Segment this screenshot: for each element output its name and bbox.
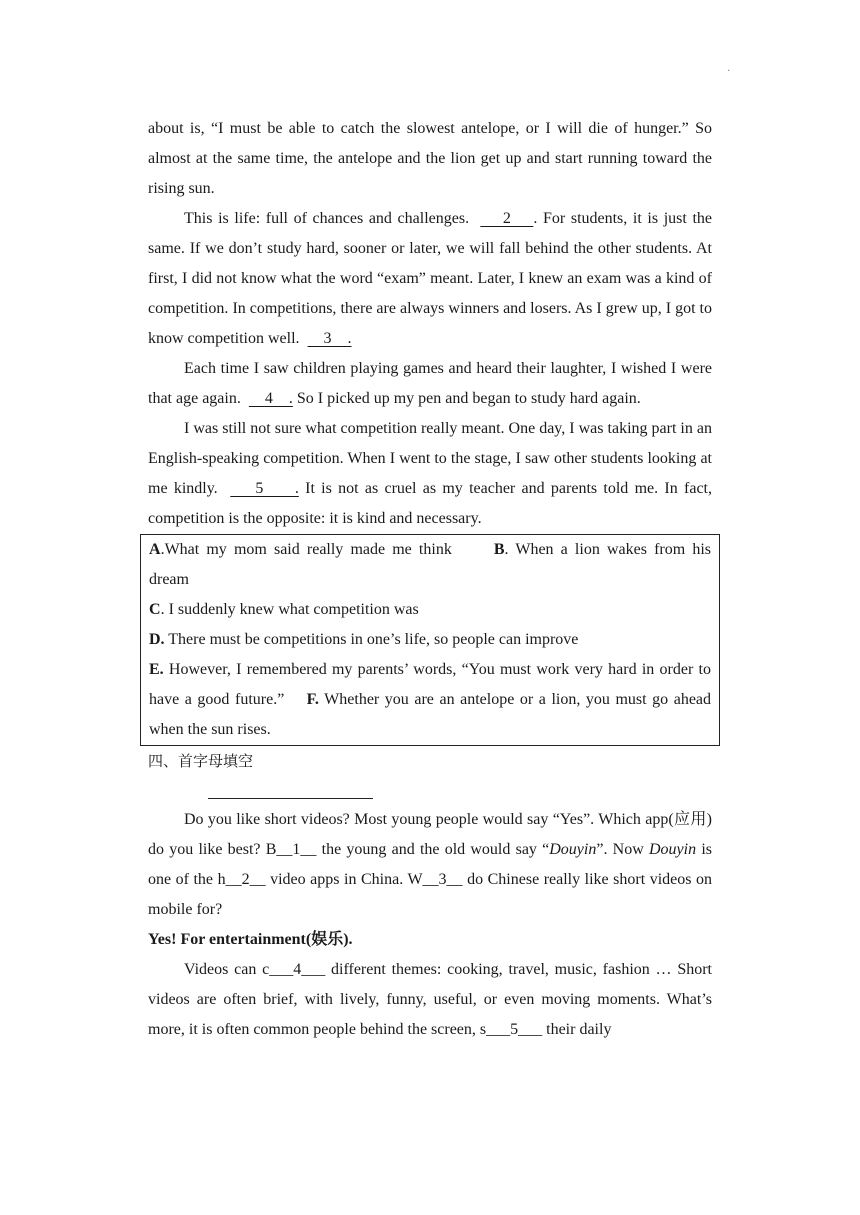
option-f-key: F. bbox=[306, 691, 319, 708]
paragraph-4-start: I was still not sure what competition really meant. One day, I was taking part in an English-speaking competition. When I went to the stage, I saw other students looking at me kindly. bbox=[148, 420, 712, 497]
q1b-italic: Douyin bbox=[649, 841, 697, 858]
option-e-key: E. bbox=[149, 661, 164, 678]
document-body bbox=[148, 114, 712, 1045]
paragraph-3-start: Each time I saw children playing games and heard their laughter, I wished I were that age again. bbox=[148, 360, 712, 407]
paragraph-4 bbox=[148, 414, 712, 534]
title-underline-rule bbox=[208, 798, 373, 799]
option-c-key: C bbox=[149, 601, 161, 618]
option-a-text: .What my mom said really made me think bbox=[160, 541, 452, 558]
paragraph-2-start: This is life: full of chances and challenges. bbox=[184, 210, 470, 227]
option-d-text: There must be competitions in one’s life, so people can improve bbox=[164, 631, 579, 648]
q1-italic: Douyin bbox=[549, 841, 597, 858]
paragraph-4-rest: It is not as cruel as my teacher and parents told me. In fact, competition is the opposite: it is kind and necessary. bbox=[148, 480, 713, 527]
question-paragraph-2: Videos can c___4___ different themes: cooking, travel, music, fashion … Short videos are often brief, with lively, funny, useful, or even moving moments. What’s more, it is often common people behind the screen, s___5___ their daily bbox=[148, 961, 712, 1038]
q1-text: Do you like short videos? Most young people would say “Yes”. Which app(应用) do you like best? B__1__ the young and the old would say “ bbox=[148, 811, 712, 858]
option-e-f bbox=[149, 655, 711, 745]
option-e-text: However, I remembered my parents’ words, “You must work very hard in order to have a good future.” bbox=[149, 661, 711, 708]
option-a-b bbox=[149, 535, 711, 595]
paragraph-1: about is, “I must be able to catch the slowest antelope, or I will die of hunger.” So almost at the same time, the antelope and the lion get up and start running toward the rising sun. bbox=[148, 120, 712, 197]
paragraph-2-rest: . For students, it is just the same. If we don’t study hard, sooner or later, we will fall behind the other students. At first, I did not know what the word “exam” meant. Later, I knew an exam was a kind of competition. In competitions, there are always winners and losers. As I grew up, I got to know competition well. bbox=[148, 210, 713, 347]
paragraph-3 bbox=[148, 354, 712, 414]
corner-mark: · bbox=[727, 66, 731, 77]
blank-4: 4 . bbox=[248, 390, 293, 407]
option-c bbox=[149, 595, 711, 625]
bold-line-text: Yes! For entertainment(娱乐). bbox=[148, 931, 353, 948]
question-paragraph-1 bbox=[148, 805, 712, 925]
q1b-start: Now bbox=[612, 841, 649, 858]
option-b-text: . When a lion wakes from his dream bbox=[149, 541, 711, 588]
q1-end: ”. bbox=[596, 841, 608, 858]
option-f-text: Whether you are an antelope or a lion, you must go ahead when the sun rises. bbox=[149, 691, 712, 738]
blank-5: 5 . bbox=[230, 480, 299, 497]
bold-line bbox=[148, 925, 712, 955]
blank-2: 2 bbox=[480, 210, 534, 227]
option-d-key: D. bbox=[149, 631, 165, 648]
section-title: 四、首字母填空 bbox=[148, 752, 254, 770]
blank-3: 3 . bbox=[307, 330, 352, 347]
paragraph-2 bbox=[148, 204, 712, 354]
q1b-rest: is one of the h__2__ video apps in China. W__3__ do Chinese really like short videos on mobile for? bbox=[148, 841, 712, 918]
option-d bbox=[149, 625, 711, 655]
option-b-key: B bbox=[493, 541, 505, 558]
options-box bbox=[140, 534, 720, 746]
paragraph-3-rest: So I picked up my pen and began to study hard again. bbox=[292, 390, 641, 407]
option-a-key: A bbox=[149, 541, 161, 558]
option-c-text: . I suddenly knew what competition was bbox=[160, 601, 419, 618]
